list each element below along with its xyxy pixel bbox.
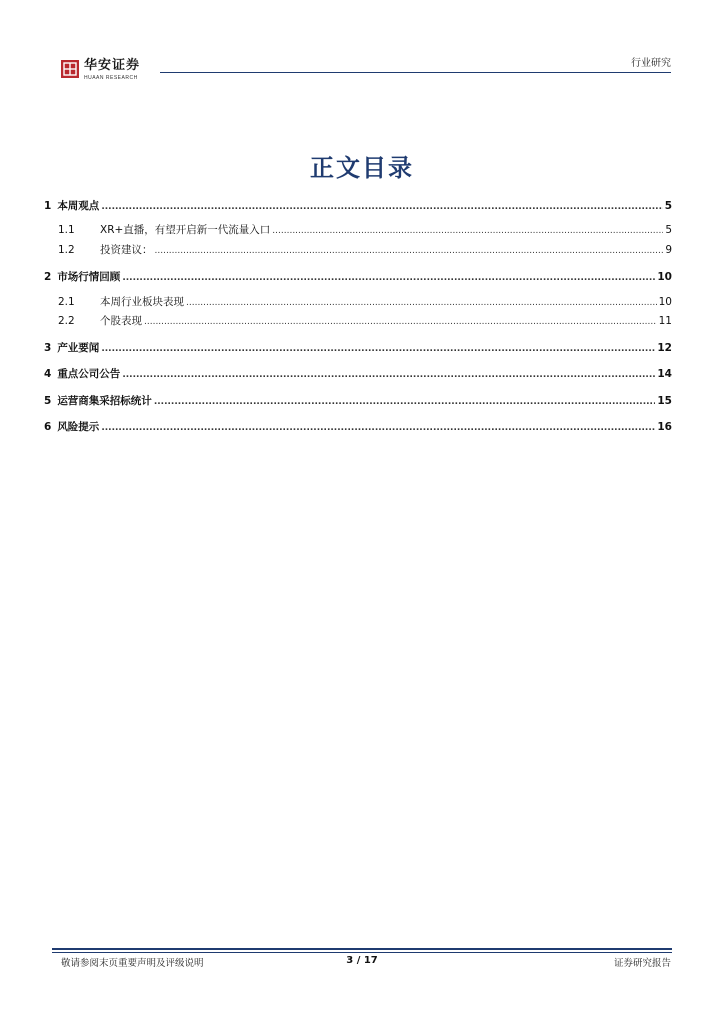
- toc-leader-dots: [122, 366, 655, 383]
- page-header: [0, 0, 724, 90]
- toc-entry-1-2[interactable]: [44, 242, 672, 258]
- toc-entry-number: 2.1: [58, 296, 75, 308]
- toc-entry-page: 5: [665, 224, 672, 236]
- toc-leader-dots: [186, 294, 657, 311]
- toc-entry-5[interactable]: [44, 393, 672, 409]
- toc-entry-1-1[interactable]: [44, 222, 672, 238]
- page-number: 3 / 17: [346, 955, 378, 966]
- toc-leader-dots: [272, 222, 663, 239]
- toc-entry-page: 14: [657, 368, 672, 380]
- toc-entry-page: 10: [657, 271, 672, 283]
- toc-entry-number: 5: [44, 395, 52, 407]
- toc-entry-label: 本周观点: [57, 200, 100, 212]
- toc-leader-dots: [101, 340, 655, 357]
- toc-entry-page: 9: [665, 244, 672, 256]
- toc-leader-dots: [101, 198, 662, 215]
- toc-title: 正文目录: [310, 153, 414, 182]
- toc-leader-dots: [101, 419, 655, 436]
- toc-entry-3[interactable]: [44, 340, 672, 356]
- toc-entry-number: 4: [44, 368, 52, 380]
- logo-wordmark-en: HUAAN RESEARCH: [84, 75, 138, 81]
- toc-entry-number: 1: [44, 200, 52, 212]
- toc-leader-dots: [155, 242, 664, 259]
- report-type-label: 证券研究报告: [613, 958, 671, 969]
- toc-entry-number: 2.2: [58, 315, 75, 327]
- report-category-label: 行业研究: [631, 58, 671, 69]
- toc-entry-number: 1.2: [58, 244, 75, 256]
- footer-divider-thick: [52, 948, 672, 950]
- toc-entry-page: 16: [657, 421, 672, 433]
- disclaimer-note: 敬请参阅末页重要声明及评级说明: [61, 958, 204, 969]
- footer-divider-thin: [52, 952, 672, 953]
- toc-entry-page: 15: [657, 395, 672, 407]
- toc-entry-number: 6: [44, 421, 52, 433]
- toc-entry-4[interactable]: [44, 366, 672, 382]
- toc-entry-number: 1.1: [58, 224, 75, 236]
- toc-entry-label: 产业要闻: [57, 342, 100, 354]
- header-divider: [160, 72, 671, 73]
- toc-entry-page: 5: [664, 200, 672, 212]
- toc-entry-number: 2: [44, 271, 52, 283]
- toc-entry-page: 12: [657, 342, 672, 354]
- toc-entry-1[interactable]: [44, 198, 672, 214]
- huaan-logo-icon: [61, 60, 79, 78]
- toc-leader-dots: [144, 313, 657, 330]
- toc-entry-label: 本周行业板块表现: [100, 296, 184, 308]
- toc-entry-2[interactable]: [44, 269, 672, 285]
- toc-entry-number: 3: [44, 342, 52, 354]
- toc-entry-label: 风险提示: [57, 421, 100, 433]
- toc-entry-2-2[interactable]: [44, 313, 672, 329]
- toc-entry-label: 重点公司公告: [57, 368, 121, 380]
- toc-entry-6[interactable]: [44, 419, 672, 435]
- toc-leader-dots: [154, 393, 656, 410]
- toc-leader-dots: [122, 269, 655, 286]
- toc-entry-label: 个股表现: [100, 315, 142, 327]
- toc-entry-page: 10: [658, 296, 672, 308]
- logo-wordmark-cn: 华安证券: [84, 58, 141, 73]
- toc-entry-2-1[interactable]: [44, 294, 672, 310]
- toc-entry-label: 运营商集采招标统计: [57, 395, 152, 407]
- toc-entry-label: 投资建议：: [100, 244, 153, 256]
- toc-entry-label: 市场行情回顾: [57, 271, 121, 283]
- toc-entry-label: XR+直播，有望开启新一代流量入口: [100, 224, 271, 236]
- toc-entry-page: 11: [658, 315, 672, 327]
